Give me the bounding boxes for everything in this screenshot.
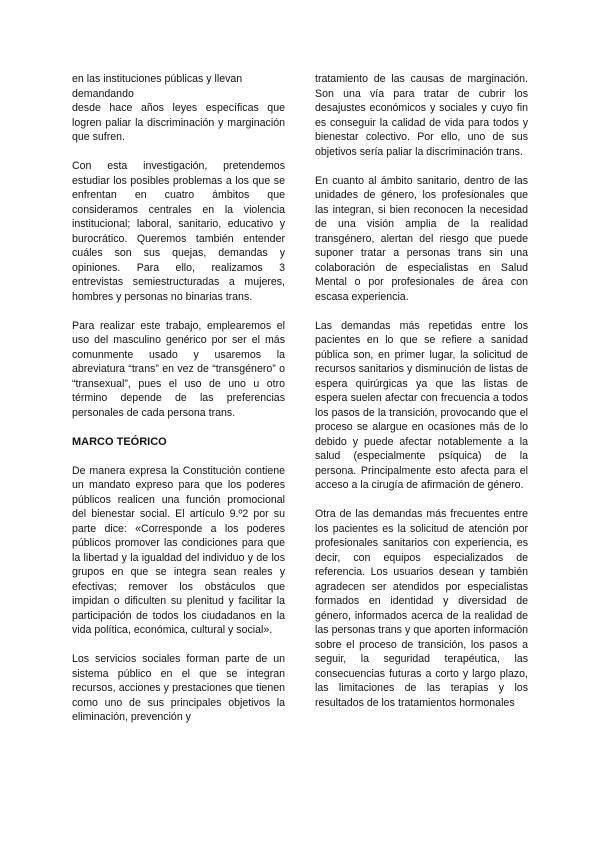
section-heading-marco-teorico: MARCO TEÓRICO xyxy=(72,435,167,448)
right-column xyxy=(315,72,528,710)
spacer xyxy=(72,449,285,464)
spacer xyxy=(72,145,285,160)
paragraph-marginalization: tratamiento de las causas de marginación. Son una vía para tratar de cubrir los desajustes económicos y sociales y cuyo fin es conseguir la calidad de vida para todos y bienestar colectivo. Por ello, uno de sus objetivos sería paliar la discriminación trans. xyxy=(315,73,528,158)
paragraph-health-scope: En cuanto al ámbito sanitario, dentro de las unidades de género, los profesionales que las integran, si bien reconocen la necesidad de una visión amplia de la realidad transgénero, alertan del riesgo que puede suponer tratar a personas trans sin una colaboración de especialistas en Salud Mental o por profesionales de área con escasa experiencia. xyxy=(315,174,528,303)
paragraph-institutions: desde hace años leyes específicas que logren paliar la discriminación y marginación que sufren. xyxy=(72,102,285,143)
left-column xyxy=(72,72,285,725)
spacer xyxy=(72,304,285,319)
paragraph-constitution: De manera expresa la Constitución contiene un mandato expreso para que los poderes públicos realicen una función promocional del bienestar social. El artículo 9.º2 por su parte dice: «Corresponde a los poderes públicos promover las condiciones para que la libertad y la igualdad del individuo y de los grupos en que se integra sean reales y efectivas; remover los obstáculos que impidan o dificulten su plenitud y facilitar la participación de todos los ciudadanos en la vida política, económica, cultural y social». xyxy=(72,464,285,636)
spacer xyxy=(315,304,528,319)
spacer xyxy=(72,420,285,435)
paragraph-institutions-intro: en las instituciones públicas y llevan demandando xyxy=(72,73,243,100)
paragraph-specialist-care: Otra de las demandas más frecuentes entre los pacientes es la solicitud de atención por profesionales sanitarios con experiencia, es decir, con equipos especializados de referencia. Los usuarios desean y también agradecen ser atendidos por especialistas formados en identidad y diversidad de género, informados acerca de la realidad de las personas trans y que aporten información sobre el proceso de transición, los pasos a seguir, la seguridad terapéutica, las consecuencias futuras a corto y largo plazo, las limitaciones de las terapias y los resultados de los tratamientos hormonales xyxy=(315,508,528,709)
spacer xyxy=(315,493,528,508)
paragraph-research-aim: Con esta investigación, pretendemos estudiar los posibles problemas a los que se enfrentan en cuatro ámbitos que consideramos centrales en la violencia institucional; laboral, sanitario, educativo y burocrático. Queremos también entender cuáles son sus quejas, demandas y opiniones. Para ello, realizamos 3 entrevistas semiestructuradas a mujeres, hombres y personas no binarias trans. xyxy=(72,160,285,303)
paragraph-language-note: Para realizar este trabajo, emplearemos el uso del masculino genérico por ser el más comunmente usado y usaremos la abreviatura “trans” en vez de “transgénero” o “transexual”, pues el uso de uno u otro término depende de las preferencias personales de cada persona trans. xyxy=(72,319,285,419)
paragraph-patient-demands: Las demandas más repetidas entre los pacientes en lo que se refiere a sanidad pública son, en primer lugar, la solicitud de recursos sanitarios y disminución de listas de espera quirúrgicas ya que las listas de espera suelen afectar con frecuencia a todos los pasos de la transición, provocando que el proceso se alargue en ocasiones más de lo debido y puede afectar notablemente a la salud (especialmente psíquica) de la persona. Principalmente esto afecta para el acceso a la cirugía de afirmación de género. xyxy=(315,319,528,491)
paragraph-social-services: Los servicios sociales forman parte de un sistema público en el que se integran recursos, acciones y prestaciones que tienen como uno de sus principales objetivos la eliminación, prevención y xyxy=(72,653,285,723)
spacer xyxy=(315,159,528,174)
spacer xyxy=(72,638,285,653)
